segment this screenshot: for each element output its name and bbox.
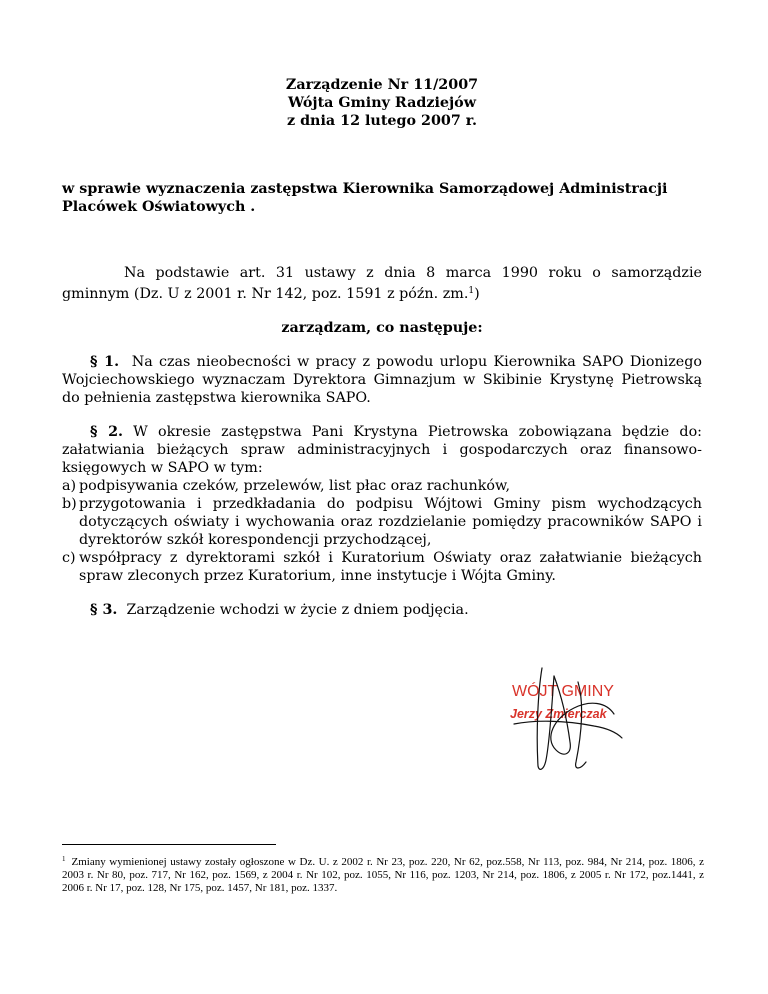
- signature-stamp: [494, 662, 634, 774]
- section-2: [62, 423, 702, 477]
- list-item: [62, 549, 702, 585]
- section-2-mark: § 2.: [90, 424, 123, 440]
- stamp-line-2: Jerzy Zmierczak: [510, 707, 607, 721]
- list-item-mark: b): [62, 496, 77, 512]
- title-line-3: z dnia 12 lutego 2007 r.: [286, 113, 478, 129]
- document-body: [62, 76, 702, 619]
- footnote-mark: 1: [62, 855, 66, 863]
- stamp-line-1: WÓJT GMINY: [512, 683, 614, 700]
- section-2-text: W okresie zastępstwa Pani Krystyna Pietrowska zobowiązana będzie do: załatwiania bieżących spraw administracyjnych i gospodarczych oraz finansowo-księgowych w SAPO w tym:: [62, 424, 702, 476]
- legal-basis: [62, 264, 702, 303]
- legal-basis-closing: ): [474, 286, 480, 302]
- footnote-reference: 1: [468, 286, 475, 296]
- list-item-text: podpisywania czeków, przelewów, list płac oraz rachunków,: [79, 478, 511, 494]
- section-1-text: Na czas nieobecności w pracy z powodu urlopu Kierownika SAPO Dionizego Wojciechowskiego wyznaczam Dyrektora Gimnazjum w Skibinie Krystynę Pietrowską do pełnienia zastępstwa kierownika SAPO.: [62, 354, 702, 406]
- legal-basis-text: Na podstawie art. 31 ustawy z dnia 8 marca 1990 roku o samorządzie gminnym (Dz. U z 2001 r. Nr 142, poz. 1591 z późn. zm.: [62, 265, 702, 302]
- section-1: [62, 353, 702, 407]
- list-item-text: współpracy z dyrektorami szkół i Kuratorium Oświaty oraz załatwianie bieżących spraw zleconych przez Kuratorium, inne instytucje i Wójta Gminy.: [79, 550, 702, 584]
- section-2-list: [62, 477, 702, 585]
- section-3-text: Zarządzenie wchodzi w życie z dniem podjęcia.: [126, 602, 469, 618]
- list-item: [62, 477, 702, 495]
- decree-statement: zarządzam, co następuje:: [281, 320, 483, 336]
- list-item-text: przygotowania i przedkładania do podpisu Wójtowi Gminy pism wychodzących dotyczących oświaty i wychowania oraz rozdzielanie pomiędzy pracowników SAPO i dyrektorów szkół korespondencji przychodzącej,: [79, 496, 702, 548]
- document-title: [62, 76, 702, 130]
- section-3: [62, 601, 702, 619]
- list-item: [62, 495, 702, 549]
- footnote: [62, 853, 704, 895]
- section-1-mark: § 1.: [90, 354, 120, 370]
- title-line-2: Wójta Gminy Radziejów: [287, 95, 477, 111]
- document-subject: w sprawie wyznaczenia zastępstwa Kierownika Samorządowej Administracji Placówek Oświatowych .: [62, 181, 668, 215]
- list-item-mark: a): [62, 478, 77, 494]
- footnote-text: Zmiany wymienionej ustawy zostały ogłoszone w Dz. U. z 2002 r. Nr 23, poz. 220, Nr 62, poz.558, Nr 113, poz. 984, Nr 214, poz. 1806, z 2003 r. Nr 80, poz. 717, Nr 162, poz. 1569, z 2004 r. Nr 102, poz. 1055, Nr 116, poz. 1203, Nr 214, poz. 1806, z 2005 r. Nr 172, poz.1441, z 2006 r. Nr 17, poz. 128, Nr 175, poz. 1457, Nr 181, poz. 1337.: [62, 856, 704, 894]
- section-3-mark: § 3.: [90, 602, 118, 618]
- footnote-separator: [62, 844, 276, 845]
- title-line-1: Zarządzenie Nr 11/2007: [285, 77, 479, 93]
- list-item-mark: c): [62, 550, 76, 566]
